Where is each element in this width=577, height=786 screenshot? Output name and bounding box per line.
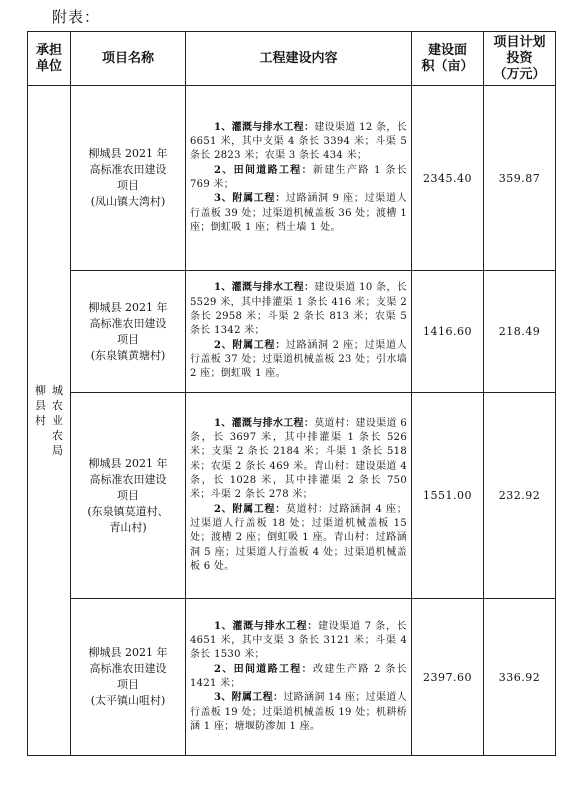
unit-char: 村: [35, 414, 46, 427]
unit-char: 局: [52, 444, 63, 457]
item-title: 2、附属工程：: [214, 503, 286, 515]
content-item: [190, 503, 407, 574]
project-name-line: 柳城县 2021 年: [88, 646, 168, 659]
project-name-line: 项目: [117, 332, 139, 346]
project-content: [186, 271, 412, 393]
investment-value: 336.92: [484, 599, 556, 756]
header-row: [28, 32, 556, 86]
item-title: 1、灌溉与排水工程：: [214, 121, 315, 133]
project-content: [186, 86, 412, 271]
header-investment-line-3: （万元）: [493, 66, 546, 82]
item-text: 过路涵洞 9 座；过渠道人行盖板 39 处；过渠道机械盖板 36 处；渡槽 1 座；倒虹吸 1 座；档土墙 1 处。: [190, 193, 407, 233]
project-location: (东泉镇黄塘村): [90, 348, 166, 362]
item-text: 改建生产路 2 条长 1421 米；: [190, 663, 407, 689]
project-name-line: 项目: [117, 179, 139, 192]
area-value: 2345.40: [412, 86, 484, 271]
unit-char: 农: [52, 429, 63, 442]
item-text: 新建生产路 1 条长 769 米；: [190, 164, 407, 190]
table-row: [28, 271, 556, 393]
item-title: 2、田间道路工程：: [214, 663, 313, 675]
project-name-line: 项目: [117, 488, 139, 502]
item-text: 过路涵洞 2 座；过渠道人行盖板 37 处；过渠道机械盖板 23 处；引水墙 2 座；倒虹吸 1 座。: [190, 339, 407, 380]
table-row: [28, 393, 556, 599]
header-area: [412, 32, 484, 86]
content-item: [190, 663, 407, 692]
unit-char: 县: [35, 399, 46, 412]
investment-value: 359.87: [484, 86, 556, 271]
project-name-line: 高标准农田建设: [89, 472, 167, 486]
content-item: [190, 417, 407, 503]
item-title: 2、田间道路工程：: [214, 164, 313, 176]
item-text: 莫道村：建设渠道 6 条，长 3697 米，其中排灌渠 1 条长 526 米；支渠 2 条长 2184 米；斗渠 1 条长 518 米；农渠 2 条长 469 米。青山村：建设渠道 4 条，长 1028 米，其中排灌渠 2 条长 750 米；斗渠 2 条长 278 米；: [190, 417, 407, 501]
header-name: 项目名称: [71, 32, 186, 86]
header-area-line-2: 积（亩）: [421, 58, 474, 74]
project-name: [71, 86, 186, 271]
item-title: 2、附属工程：: [214, 339, 286, 351]
header-area-line-1: 建设面: [427, 42, 467, 58]
unit-cell: [28, 86, 71, 756]
table-caption: 附表：: [52, 8, 101, 26]
project-table: [27, 31, 556, 756]
investment-value: 218.49: [484, 271, 556, 393]
project-name: [71, 271, 186, 393]
project-content: [186, 393, 412, 599]
item-title: 3、附属工程：: [214, 692, 284, 704]
header-investment-line-2: 投资: [506, 50, 533, 66]
item-text: 建设渠道 10 条，长 5529 米，其中排灌渠 1 条长 416 米；支渠 2 条长 2958 米；斗渠 2 条长 813 米；农渠 5 条长 1342 米；: [190, 282, 407, 337]
item-text: 建设渠道 12 条，长 6651 米，其中支渠 4 条长 3394 米；斗渠 5 条长 2823 米；农渠 3 条长 434 米；: [190, 121, 407, 162]
area-value: 1416.60: [412, 271, 484, 393]
item-title: 1、灌溉与排水工程：: [214, 282, 315, 294]
project-name-line: 高标准农田建设: [89, 662, 167, 675]
unit-col-1: [35, 383, 46, 458]
project-name-line: 柳城县 2021 年: [88, 300, 168, 314]
project-name-line: 高标准农田建设: [89, 163, 167, 176]
content-item: [190, 339, 407, 382]
content-item: [190, 164, 407, 193]
table-row: [28, 599, 556, 756]
header-investment-line-1: 项目计划: [493, 34, 546, 50]
content-item: [190, 281, 407, 338]
project-location: (东泉镇莫道村、: [87, 504, 169, 518]
project-location: 青山村): [109, 520, 147, 534]
header-investment: [484, 32, 556, 86]
item-title: 1、灌溉与排水工程：: [214, 620, 319, 632]
unit-char: 业: [52, 414, 63, 427]
content-item: [190, 121, 407, 164]
project-name-line: 项目: [117, 678, 139, 691]
project-content: [186, 599, 412, 756]
header-content: 工程建设内容: [186, 32, 412, 86]
project-name-line: 柳城县 2021 年: [88, 147, 168, 160]
unit-char: 柳: [35, 384, 46, 397]
content-item: [190, 691, 407, 734]
header-unit: [28, 32, 71, 86]
unit-char: 城: [52, 384, 63, 397]
item-title: 3、附属工程：: [214, 193, 286, 205]
content-item: [190, 620, 407, 663]
area-value: 1551.00: [412, 393, 484, 599]
investment-value: 232.92: [484, 393, 556, 599]
item-title: 1、灌溉与排水工程：: [214, 417, 315, 429]
project-name: [71, 393, 186, 599]
header-unit-line-1: 承担: [35, 42, 62, 58]
header-unit-line-2: 单位: [35, 58, 62, 74]
item-text: 过路涵洞 14 座；过渠道人行盖板 19 处；过渠道机械盖板 19 处；机耕桥涵 1 座；塘堰防渗加 1 座。: [190, 692, 407, 732]
project-location: (太平镇山咀村): [90, 694, 166, 707]
item-text: 莫道村：过路涵洞 4 座；过渠道人行盖板 18 处；过渠道机械盖板 15 处；渡槽 2 座；倒虹吸 1 座。青山村：过路涵洞 5 座；过渠道人行盖板 4 处；过渠道机械盖板 6 处。: [190, 503, 407, 572]
project-location: (凤山镇大湾村): [90, 195, 166, 208]
unit-col-2: [52, 383, 63, 458]
area-value: 2397.60: [412, 599, 484, 756]
content-item: [190, 192, 407, 235]
unit-char: 农: [52, 399, 63, 412]
project-name: [71, 599, 186, 756]
project-name-line: 高标准农田建设: [89, 316, 167, 330]
project-name-line: 柳城县 2021 年: [88, 456, 168, 470]
table-row: [28, 86, 556, 271]
item-text: 建设渠道 7 条，长 4651 米，其中支渠 3 条长 3121 米；斗渠 4 条长 1530 米；: [190, 620, 407, 661]
